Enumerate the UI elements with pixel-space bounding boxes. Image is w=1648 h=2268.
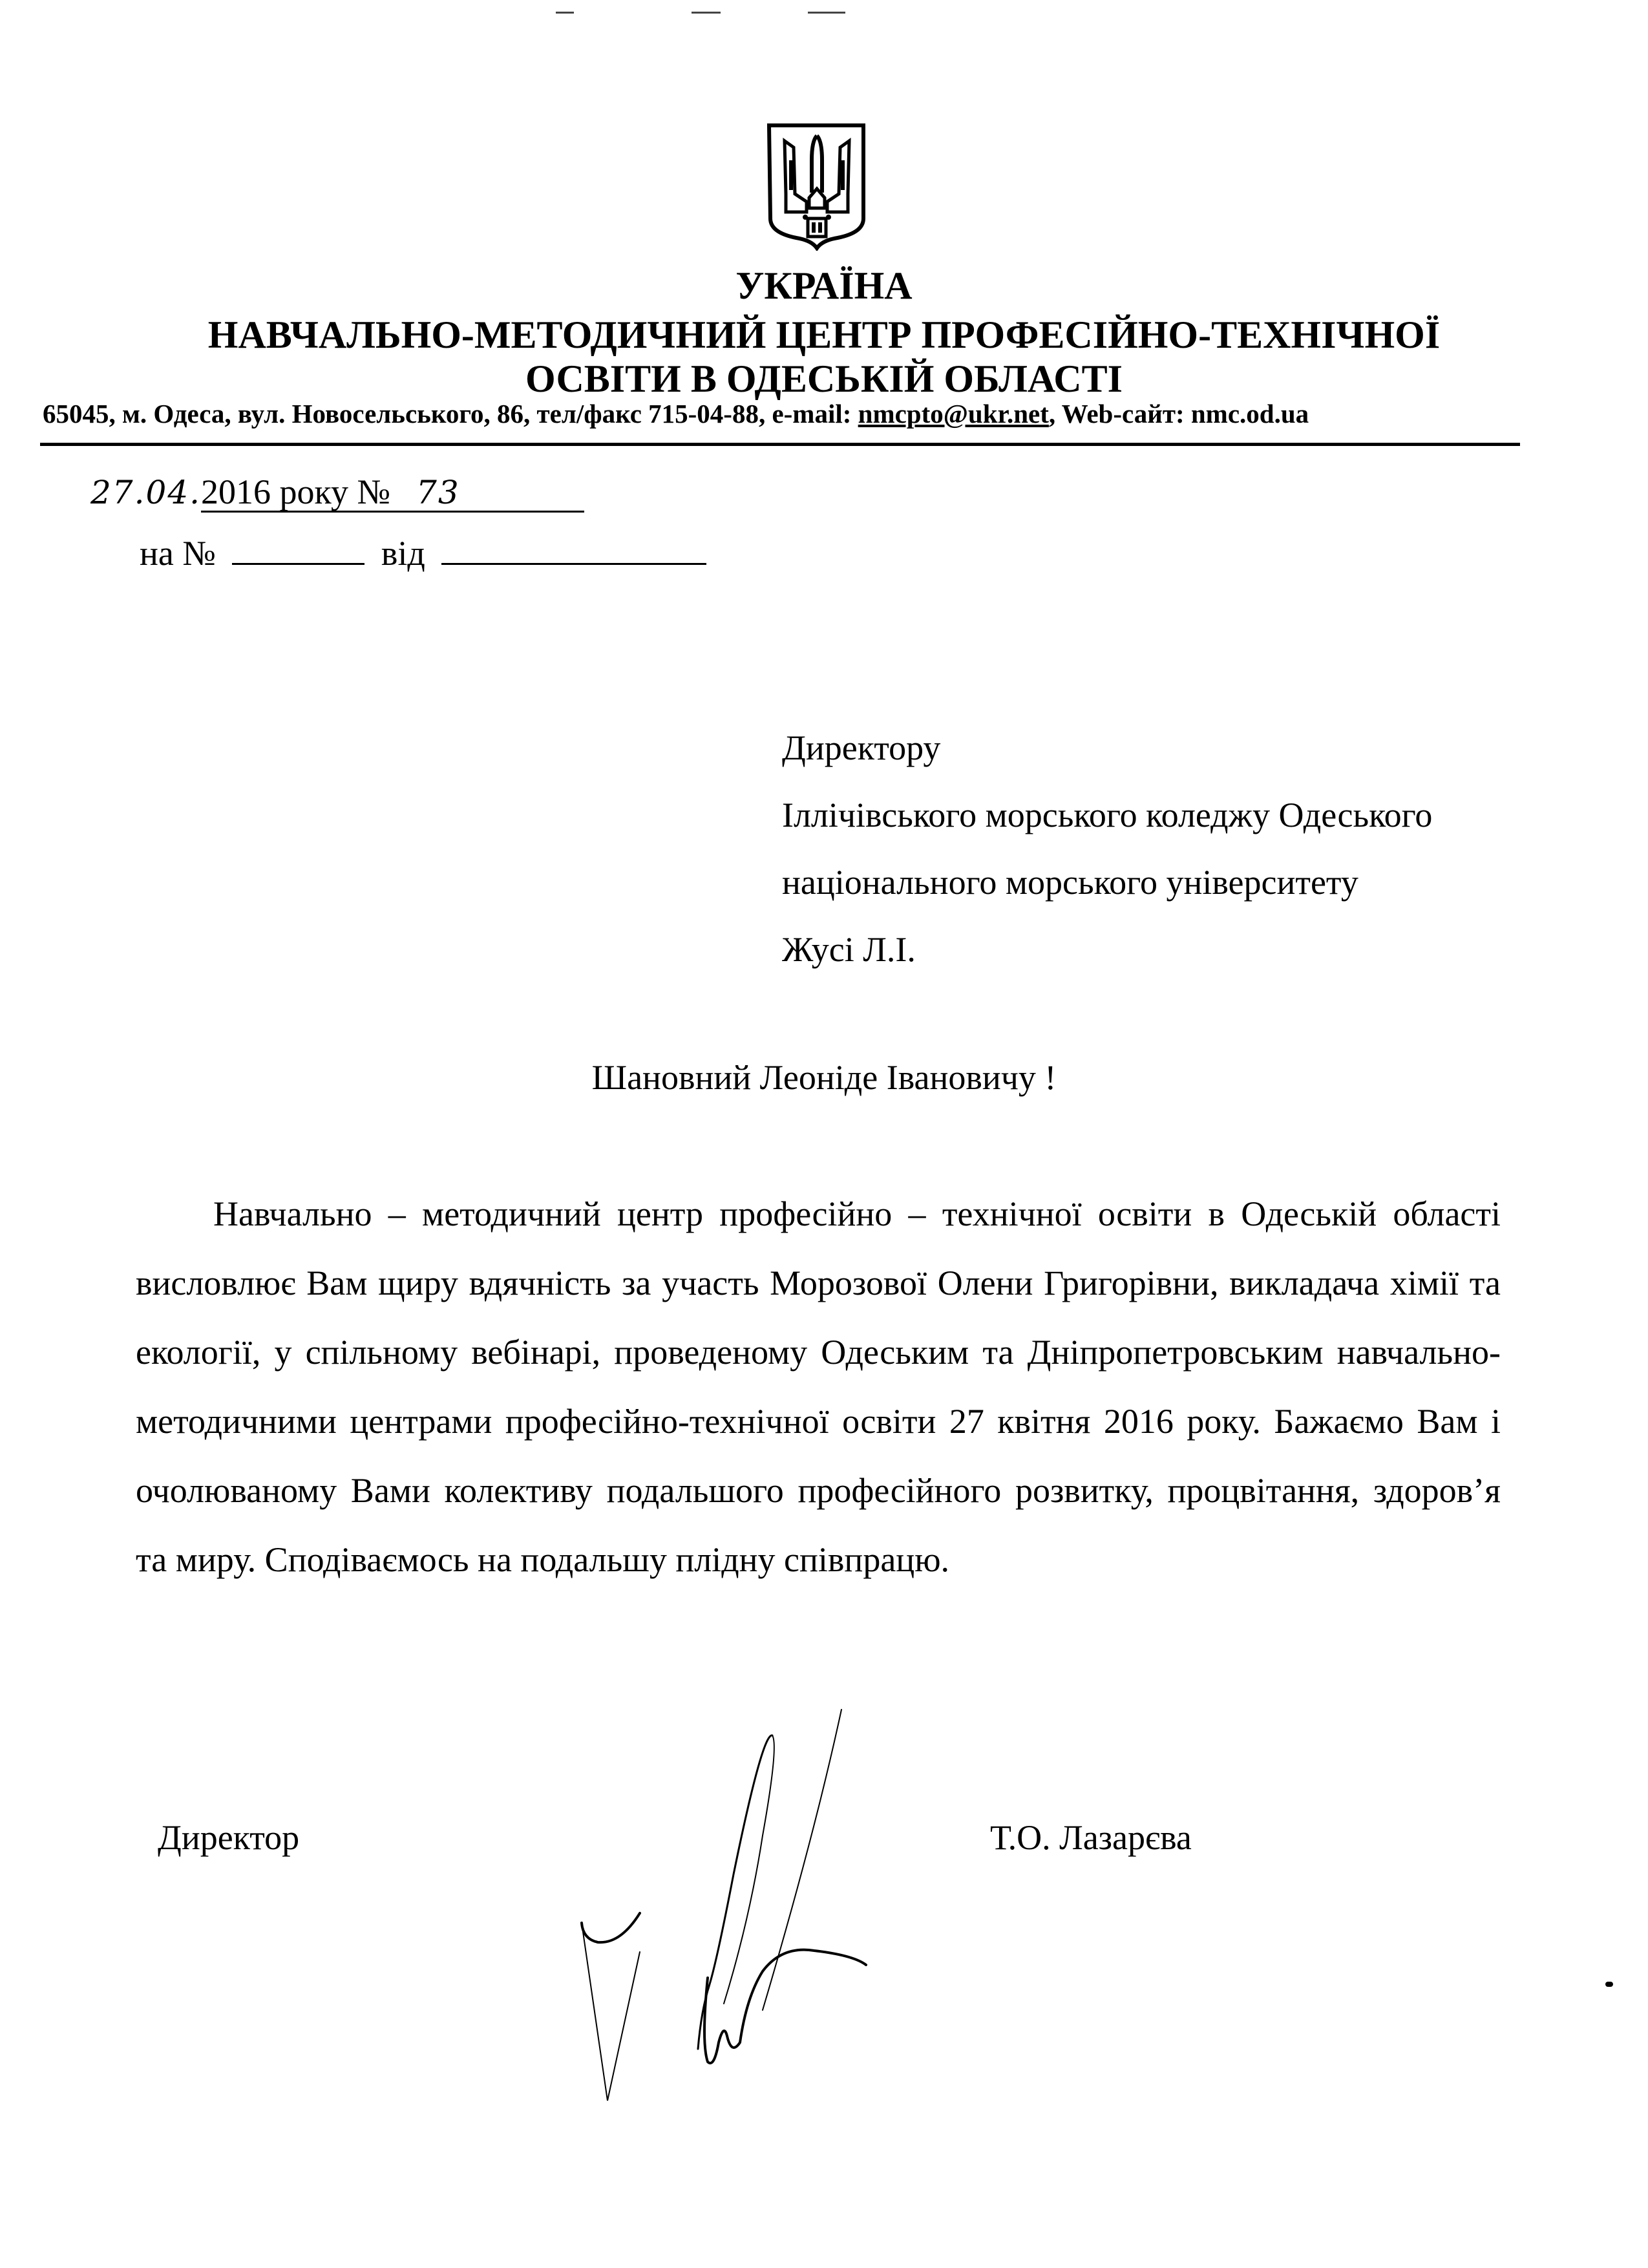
header-divider xyxy=(40,443,1520,446)
year-text: 2016 року № xyxy=(201,472,391,511)
letter-body: Навчально – методичний центр професійно – технічної освіти в Одеській області висловлює Вам щиру вдячність за участь Морозової Олени Григорівни, викладача хімії та екології, у спільному вебінарі, проведеному Одеським та Дніпропетровським навчально-методичними центрами професійно-технічної освіти 27 квітня 2016 року. Бажаємо Вам і очолюваному Вами колективу подальшого професійного розвитку, процвітання, здоров’я та миру. Сподіваємось на подальшу плідну співпрацю. xyxy=(136,1194,1501,1579)
trident-emblem-icon xyxy=(766,122,867,251)
reply-from-label: від xyxy=(381,534,425,573)
scan-artifact-marks xyxy=(0,12,1648,18)
handwritten-date: 27.04. xyxy=(90,474,202,511)
header-address xyxy=(43,398,1309,429)
registration-date-line xyxy=(90,472,584,513)
number-field xyxy=(390,474,584,513)
recipient-line: Директору xyxy=(782,728,941,767)
header-org-line1: НАВЧАЛЬНО-МЕТОДИЧНИЙ ЦЕНТР ПРОФЕСІЙНО-ТЕХНІЧНОЇ xyxy=(207,313,1441,356)
header-country: УКРАЇНА xyxy=(735,264,913,307)
recipient-line: національного морського університету xyxy=(782,863,1358,902)
salutation: Шановний Леоніде Івановичу ! xyxy=(591,1058,1057,1097)
reply-reference-line xyxy=(140,533,706,573)
scan-speck xyxy=(1605,1982,1613,1987)
website-text: , Web-сайт: nmc.od.ua xyxy=(1048,399,1309,429)
reply-date-blank xyxy=(441,537,706,565)
handwritten-number: 73 xyxy=(416,474,460,511)
handwritten-signature xyxy=(569,1706,956,2159)
email-link[interactable]: nmcpto@ukr.net xyxy=(858,399,1049,429)
signatory-title: Директор xyxy=(158,1818,300,1857)
recipient-line: Жусі Л.І. xyxy=(782,930,916,969)
reply-number-blank xyxy=(232,537,364,565)
reply-number-label: на № xyxy=(140,534,216,573)
signatory-name: Т.О. Лазарєва xyxy=(990,1818,1192,1857)
address-text: 65045, м. Одеса, вул. Новосельського, 86, тел/факс 715-04-88, e-mail: xyxy=(43,399,858,429)
header-org-line2: ОСВІТИ В ОДЕСЬКІЙ ОБЛАСТІ xyxy=(525,357,1123,400)
recipient-line: Іллічівського морського коледжу Одеського xyxy=(782,796,1433,834)
